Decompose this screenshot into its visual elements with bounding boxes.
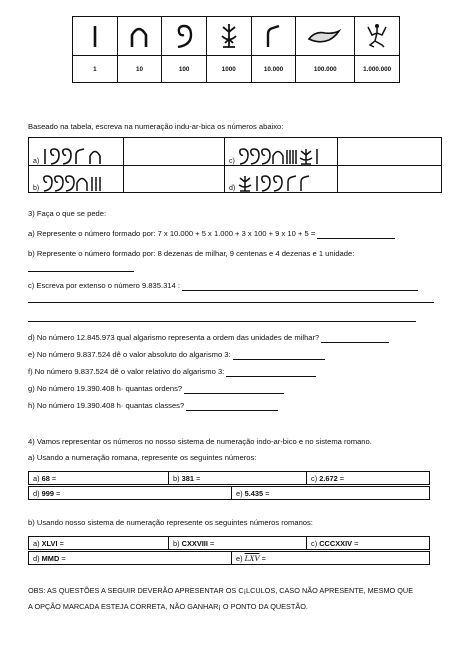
cell-eq: =	[49, 473, 57, 483]
cell-value: $\overline{LXV}$	[244, 553, 260, 563]
cell-value: 5.435	[244, 488, 264, 498]
cell-value: XLVI	[41, 538, 58, 548]
value-cell: 10.000	[251, 56, 296, 83]
egy-cell-a[interactable]	[29, 138, 124, 166]
q3-d-text: d) No número 12.845.973 qual algarismo representa a ordem das unidades de milhar?	[28, 333, 322, 342]
value-cell: 100	[162, 56, 207, 83]
answer-blank[interactable]	[233, 351, 325, 360]
item-label: b)	[33, 185, 40, 192]
egyptian-glyphs-a	[42, 147, 106, 165]
egy-answer-a[interactable]	[124, 138, 225, 166]
cell-eq: =	[207, 538, 215, 548]
arabic-cell-c[interactable]	[307, 537, 430, 550]
cell-label: a)	[33, 538, 42, 548]
item-label: c)	[229, 157, 235, 165]
q4-heading: 4) Vamos representar os números no nosso sistema de numeração indo-ar-bico e no sistema romano.	[28, 437, 372, 446]
q3-b-answer-line	[28, 262, 134, 272]
q3-heading: 3) Faça o que se pede:	[28, 209, 107, 218]
arabic-cell-a[interactable]	[29, 537, 169, 550]
symbol-cell-10000	[251, 17, 296, 56]
egy-answer-c[interactable]	[338, 138, 442, 166]
cell-label: d)	[33, 553, 42, 563]
answer-blank[interactable]	[182, 282, 418, 291]
symbol-cell-10	[117, 17, 162, 56]
cell-label: e)	[236, 488, 245, 498]
answer-blank[interactable]	[321, 334, 389, 343]
cell-eq: =	[352, 538, 359, 548]
q3-item-h	[28, 401, 278, 411]
egyptian-numbers-table	[28, 137, 442, 193]
roman-cell-d[interactable]	[29, 487, 232, 500]
q3-a-text: a) Represente o número formado por: 7 x 10.000 + 5 x 1.000 + 3 x 100 + 9 x 10 + 5 =	[28, 229, 318, 238]
cell-eq: =	[193, 473, 201, 483]
lotus-icon	[214, 21, 244, 51]
symbol-cell-100000	[296, 17, 355, 56]
roman-cell-e[interactable]	[232, 487, 430, 500]
obs-line-1: OBS: AS QUESTÕES A SEGUIR DEVERÃO APRESENTAR OS C¡LCULOS, CASO NÃO APRESENTE, MESMO QUE	[28, 586, 414, 595]
symbol-cell-1000000	[355, 17, 400, 56]
value-cell: 1	[73, 56, 118, 83]
egyptian-glyphs-d	[238, 174, 314, 192]
answer-blank[interactable]	[317, 230, 395, 239]
finger-icon	[258, 21, 288, 51]
roman-table-a	[28, 471, 430, 485]
roman-table-b	[28, 536, 430, 550]
q3-item-e	[28, 350, 325, 360]
egyptian-symbol-table	[72, 16, 400, 83]
symbol-cell-100	[162, 17, 207, 56]
answer-blank[interactable]	[184, 385, 284, 394]
symbol-cell-1	[73, 17, 118, 56]
cell-label: e)	[236, 553, 245, 563]
egy-answer-d[interactable]	[338, 165, 442, 193]
obs-line-2: A OPÇÃO MARCADA ESTEJA CORRETA, NÃO GANHAR¡ O PONTO DA QUESTÃO.	[28, 602, 308, 611]
q3-item-c	[28, 281, 418, 291]
cell-value: MMD	[41, 553, 60, 563]
value-cell: 10	[117, 56, 162, 83]
cell-label: b)	[173, 473, 182, 483]
cell-value: CXXVIII	[181, 538, 208, 548]
cell-eq: =	[337, 473, 345, 483]
q3-item-f	[28, 367, 316, 377]
heel-bone-icon	[124, 21, 154, 51]
q3-item-g	[28, 384, 284, 394]
roman-table-b-row2	[28, 551, 430, 565]
egy-cell-d[interactable]	[225, 165, 338, 193]
q3-c-text: c) Escreva por extenso o número 9.835.314 :	[28, 281, 183, 290]
cell-label: b)	[173, 538, 182, 548]
q3-e-text: e) No número 9.837.524 dê o valor absoluto do algarismo 3:	[28, 350, 233, 359]
cell-eq: =	[57, 538, 64, 548]
kneeling-god-icon	[362, 21, 392, 51]
roman-cell-b[interactable]	[169, 472, 307, 485]
stroke-icon	[80, 21, 110, 51]
cell-eq: =	[53, 488, 61, 498]
q4-a-heading: a) Usando a numeração romana, represente os seguintes números:	[28, 453, 257, 462]
answer-line[interactable]	[28, 302, 434, 303]
q3-item-a	[28, 229, 395, 239]
cell-value: 999	[41, 488, 54, 498]
egy-answer-b[interactable]	[124, 165, 225, 193]
cell-value: 381	[181, 473, 194, 483]
cell-value: 68	[41, 473, 50, 483]
answer-blank[interactable]	[186, 402, 278, 411]
value-cell: 1000	[206, 56, 251, 83]
instruction-text: Baseado na tabela, escreva na numeração indu-ar-bica os números abaixo:	[28, 122, 284, 131]
answer-blank[interactable]	[28, 263, 134, 272]
item-label: a)	[33, 157, 40, 165]
egyptian-glyphs-b	[42, 174, 112, 192]
cell-eq: =	[259, 553, 266, 563]
q3-g-text: g) No número 19.390.408 h· quantas ordens?	[28, 384, 185, 393]
value-cell: 100.000	[296, 56, 355, 83]
cell-label: c)	[311, 538, 320, 548]
arabic-cell-b[interactable]	[169, 537, 307, 550]
answer-line[interactable]	[28, 321, 416, 322]
egy-cell-b[interactable]	[29, 165, 124, 193]
coil-rope-icon	[169, 21, 199, 51]
arabic-cell-e[interactable]	[232, 552, 430, 565]
roman-cell-c[interactable]	[307, 472, 430, 485]
symbol-cell-1000	[206, 17, 251, 56]
roman-cell-a[interactable]	[29, 472, 169, 485]
item-label: d)	[229, 185, 236, 192]
q3-f-text: f) No número 9.837.524 dê o valor relativo do algarismo 3:	[28, 367, 227, 376]
q3-item-d	[28, 333, 389, 343]
cell-label: d)	[33, 488, 42, 498]
roman-table-a-row2	[28, 486, 430, 500]
cell-value: 2.672	[319, 473, 338, 483]
q4-b-heading: b) Usando nosso sistema de numeração represente os seguintes números romanos:	[28, 518, 313, 527]
q3-item-b: b) Represente o número formado por: 8 dezenas de milhar, 9 centenas e 4 dezenas e 1 unidade:	[28, 249, 355, 258]
arabic-cell-d[interactable]	[29, 552, 232, 565]
value-cell: 1.000.000	[355, 56, 400, 83]
egyptian-glyphs-c	[238, 147, 334, 165]
cell-value: CCCXXIV	[319, 538, 353, 548]
cell-label: c)	[311, 473, 320, 483]
tadpole-icon	[305, 21, 345, 51]
cell-eq: =	[263, 488, 270, 498]
answer-blank[interactable]	[226, 368, 316, 377]
cell-eq: =	[59, 553, 66, 563]
q3-h-text: h) No número 19.390.408 h· quantas classes?	[28, 401, 187, 410]
egy-cell-c[interactable]	[225, 138, 338, 166]
cell-label: a)	[33, 473, 42, 483]
